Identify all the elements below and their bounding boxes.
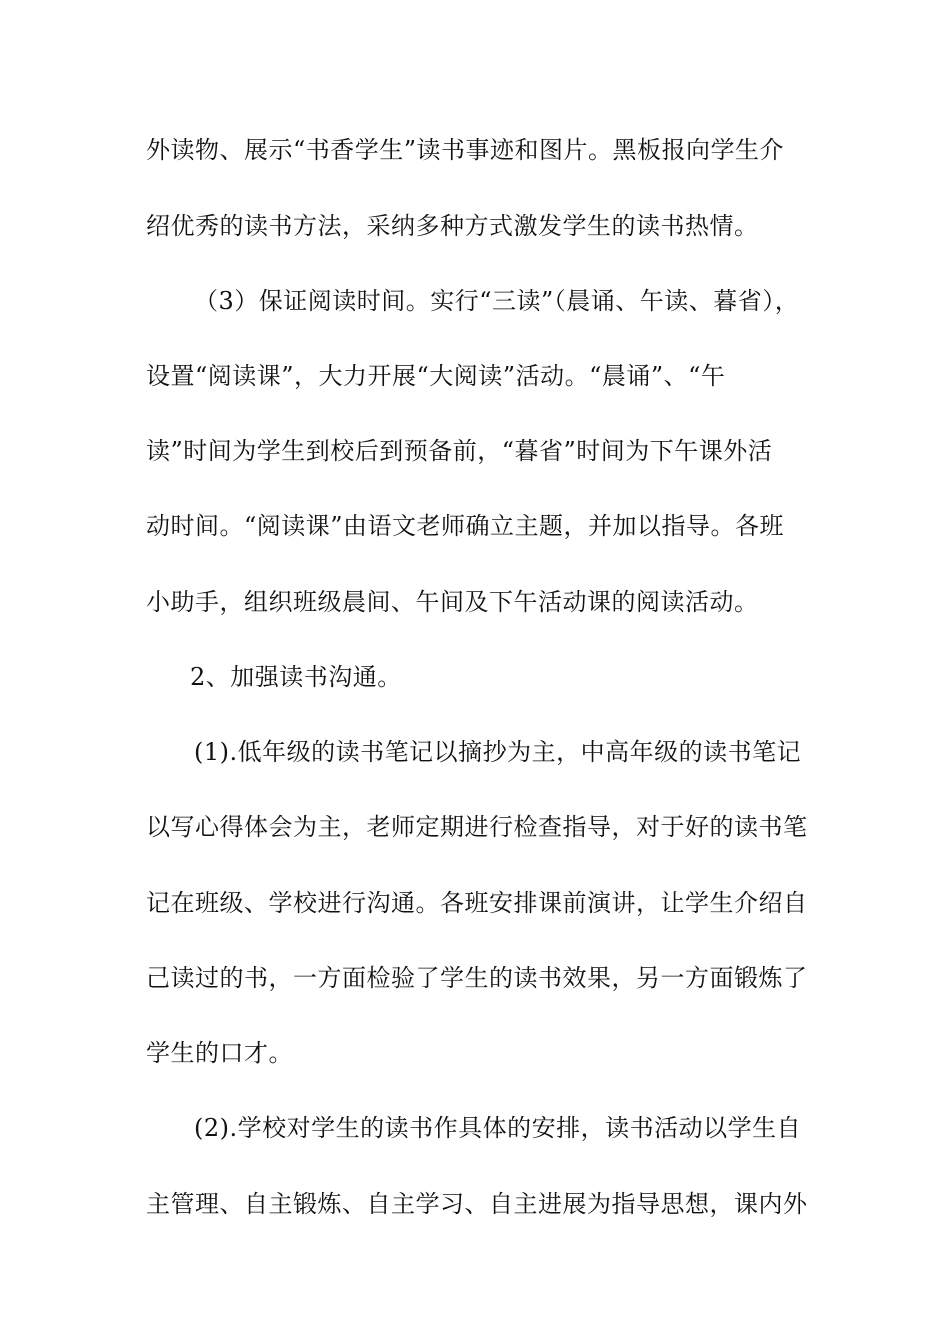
paragraph-line: 以写心得体会为主，老师定期进行检查指导，对于好的读书笔 — [146, 813, 808, 841]
paragraph-line: 动时间。“阅读课”由语文老师确立主题，并加以指导。各班 — [146, 512, 785, 540]
section-heading: 2、加强读书沟通。 — [190, 663, 402, 691]
paragraph-line: 设置“阅读课”，大力开展“大阅读”活动。“晨诵”、“午 — [146, 362, 726, 390]
paragraph-line: (1).低年级的读书笔记以摘抄为主，中高年级的读书笔记 — [194, 738, 802, 766]
paragraph-line: 记在班级、学校进行沟通。各班安排课前演讲，让学生介绍自 — [146, 889, 808, 917]
paragraph-line: 读”时间为学生到校后到预备前，“暮省”时间为下午课外活 — [146, 437, 773, 465]
paragraph-line: 外读物、展示“书香学生”读书事迹和图片。黑板报向学生介 — [146, 136, 785, 164]
paragraph-line: 学生的口才。 — [146, 1039, 293, 1067]
paragraph-line: （3）保证阅读时间。实行“三读”（晨诵、午读、暮省）， — [194, 287, 800, 315]
paragraph-line: 绍优秀的读书方法，采纳多种方式激发学生的读书热情。 — [146, 212, 759, 240]
paragraph-line: (2).学校对学生的读书作具体的安排，读书活动以学生自 — [194, 1114, 802, 1142]
paragraph-line: 小助手，组织班级晨间、午间及下午活动课的阅读活动。 — [146, 588, 759, 616]
paragraph-line: 己读过的书，一方面检验了学生的读书效果，另一方面锻炼了 — [146, 964, 808, 992]
paragraph-line: 主管理、自主锻炼、自主学习、自主进展为指导思想，课内外 — [146, 1190, 808, 1218]
